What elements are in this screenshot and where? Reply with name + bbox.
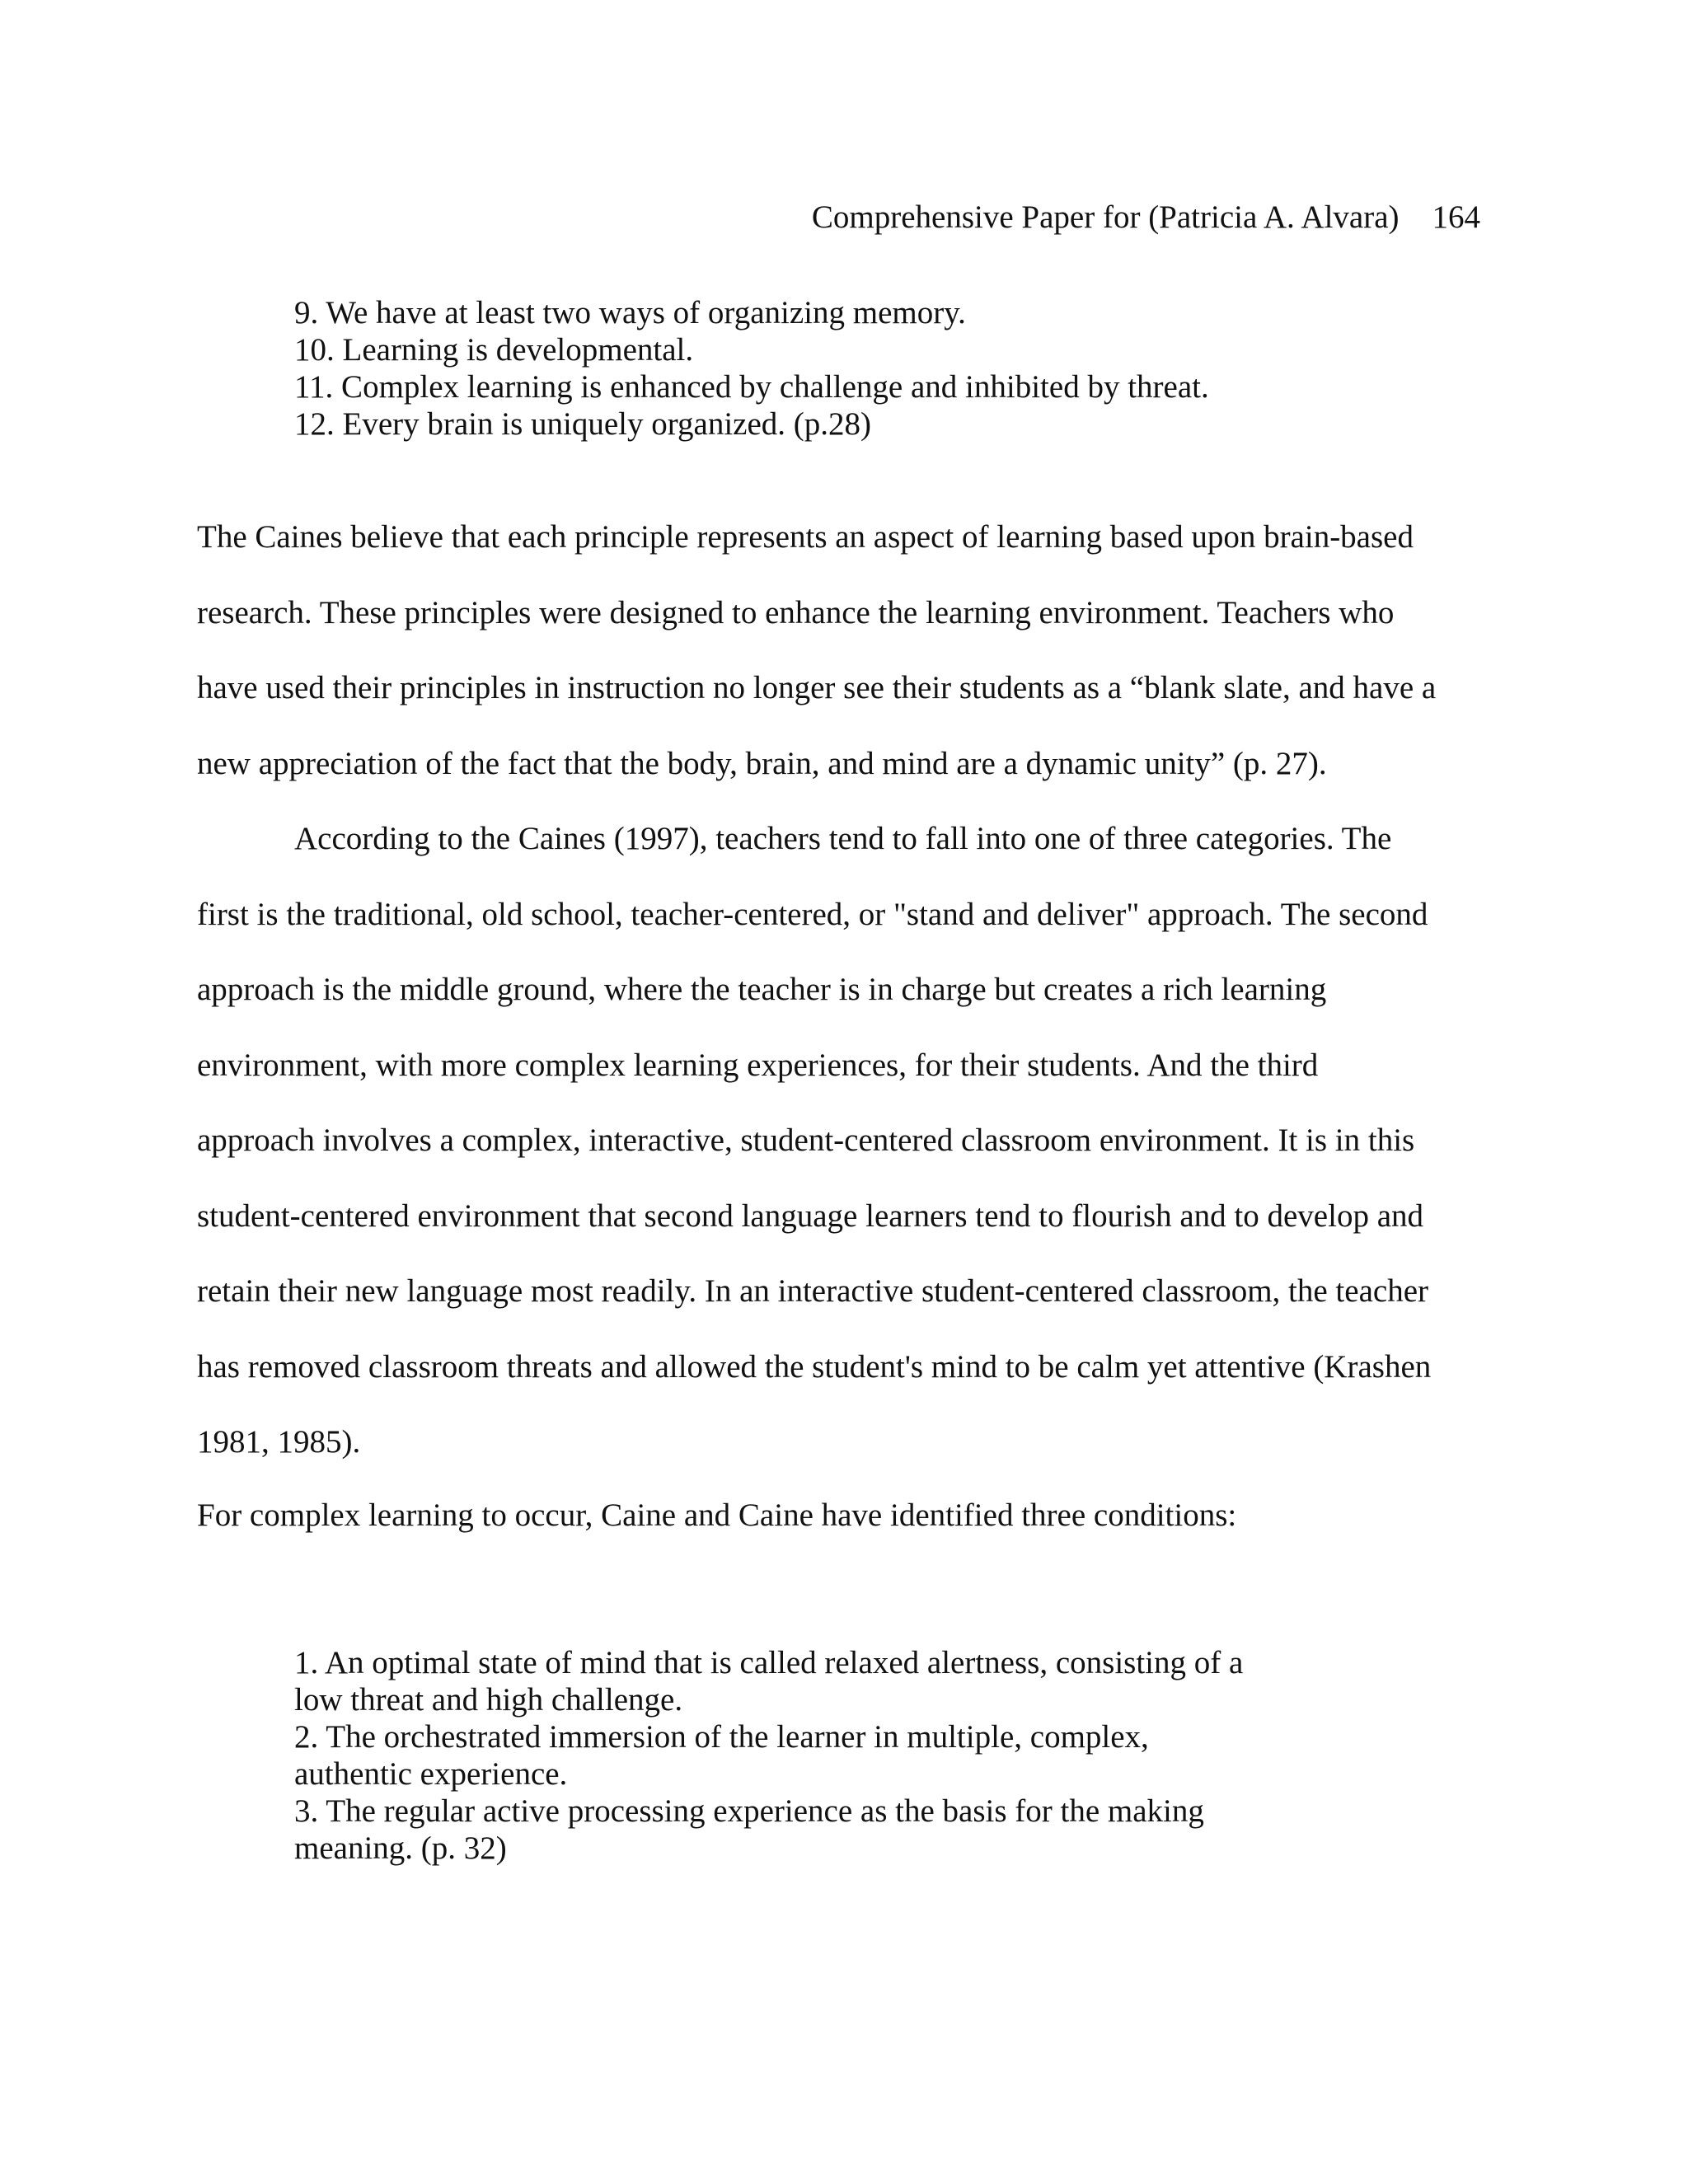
condition-line: 3. The regular active processing experience as the basis for the making: [294, 1793, 1204, 1829]
text-line: student-centered environment that second language learners tend to flourish and to develop and: [197, 1197, 1423, 1234]
condition-line: 2. The orchestrated immersion of the learner in multiple, complex,: [294, 1719, 1149, 1755]
principles-list: [294, 294, 1209, 443]
running-title: Comprehensive Paper for (Patricia A. Alvara): [811, 199, 1400, 235]
principle-item: 9. We have at least two ways of organizing memory.: [294, 295, 966, 330]
principle-item: 10. Learning is developmental.: [294, 332, 694, 368]
paragraph-caines-principles: [197, 514, 1483, 816]
text-line: 1981, 1985).: [197, 1424, 361, 1460]
text-line: first is the traditional, old school, teacher-centered, or "stand and deliver" approach. The second: [197, 896, 1428, 932]
paragraph-conditions-intro: [197, 1493, 1483, 1568]
text-line: For complex learning to occur, Caine and Caine have identified three conditions:: [197, 1497, 1237, 1533]
principle-item: 12. Every brain is uniquely organized. (p.28): [294, 406, 872, 442]
text-line: new appreciation of the fact that the body, brain, and mind are a dynamic unity” (p. 27).: [197, 745, 1327, 781]
condition-line: low threat and high challenge.: [294, 1682, 683, 1718]
text-line: approach is the middle ground, where the teacher is in charge but creates a rich learning: [197, 972, 1327, 1007]
text-line: The Caines believe that each principle represents an aspect of learning based upon brain-based: [197, 519, 1414, 555]
running-header: [812, 194, 1480, 241]
text-line: has removed classroom threats and allowed the student's mind to be calm yet attentive (Krashen: [197, 1348, 1432, 1385]
text-line: have used their principles in instruction no longer see their students as a “blank slate, and have a: [197, 670, 1437, 705]
text-line: approach involves a complex, interactive, student-centered classroom environment. It is in this: [197, 1122, 1415, 1158]
condition-line: meaning. (p. 32): [294, 1830, 507, 1866]
text-line: environment, with more complex learning experiences, for their students. And the third: [197, 1047, 1319, 1083]
text-line: retain their new language most readily. In an interactive student-centered classroom, the teacher: [197, 1273, 1428, 1309]
condition-line: authentic experience.: [294, 1756, 568, 1792]
principle-item: 11. Complex learning is enhanced by challenge and inhibited by threat.: [294, 369, 1209, 405]
paragraph-teacher-categories: [197, 816, 1483, 1495]
condition-line: 1. An optimal state of mind that is called relaxed alertness, consisting of a: [294, 1645, 1244, 1680]
page-number: 164: [1432, 199, 1480, 235]
conditions-list: [294, 1644, 1243, 1867]
text-line: According to the Caines (1997), teachers tend to fall into one of three categories. The: [294, 821, 1392, 856]
text-line: research. These principles were designed to enhance the learning environment. Teachers who: [197, 594, 1395, 630]
